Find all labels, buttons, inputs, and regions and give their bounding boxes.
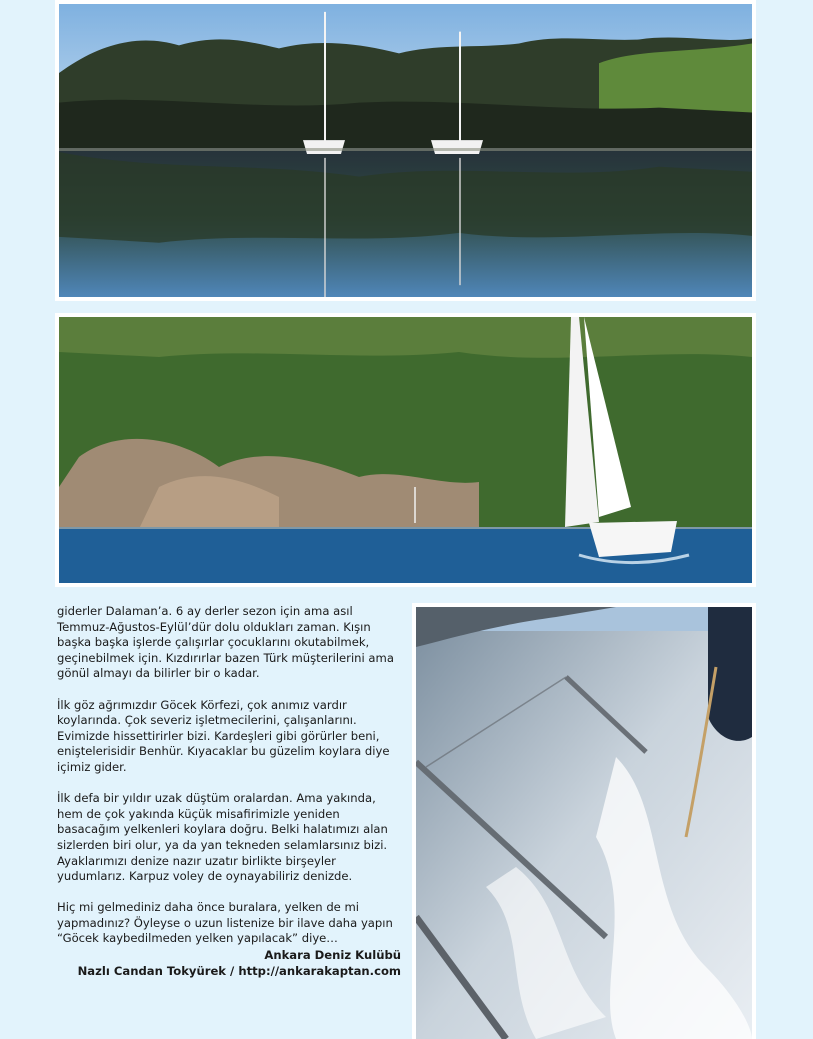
sailboat-shore-image — [59, 317, 752, 583]
article-text — [57, 604, 401, 979]
article-paragraph: Hiç mi gelmediniz daha önce buralara, yelken de mi yapmadınız? Öyleyse o uzun listenize bir ilave daha yapın “Göcek kaybedilmeden yelken yapılacak” diye… — [57, 900, 393, 946]
article-paragraph: giderler Dalaman’a. 6 ay derler sezon için ama asıl Temmuz-Ağustos-Eylül’dür dolu oldukları zaman. Kışın başka başka işlerde çalışırlar çocuklarını okutabilmek, geçinebilmek için. Kızdırırlar bazen Türk müşterilerini ama gönül almayı da bilirler bir o kadar. — [57, 604, 394, 681]
photo-boat-wake — [412, 603, 756, 1039]
article-paragraph: İlk göz ağrımızdır Göcek Körfezi, çok anımız vardır koylarında. Çok severiz işletmecilerini, çalışanlarını. Evimizde hissettirirler bizi. Kardeşleri gibi görürler beni, eniştelerisidir Benhür. Kıyacaklar bu güzelim koylara diye içimiz gider. — [57, 697, 390, 774]
photo-sailboat-shore — [55, 313, 756, 587]
signature-author: Nazlı Candan Tokyürek / http://ankarakaptan.com — [77, 964, 401, 979]
signature-club: Ankara Deniz Kulübü — [264, 948, 401, 963]
calm-bay-image — [59, 4, 752, 297]
boat-wake-image — [416, 607, 752, 1039]
article-paragraph: İlk defa bir yıldır uzak düştüm oralardan. Ama yakında, hem de çok yakında küçük misafirimizle yeniden basacağım yelkenleri koylara doğru. Belki halatımızı alan sizlerden biri olur, ya da yan tekneden selamlarsınız bizi. Ayaklarımızı denize nazır uzatır birlikte birşeyler yudumlarız. Karpuz voley de oynayabiliriz denizde. — [57, 791, 388, 884]
photo-calm-bay — [55, 0, 756, 301]
